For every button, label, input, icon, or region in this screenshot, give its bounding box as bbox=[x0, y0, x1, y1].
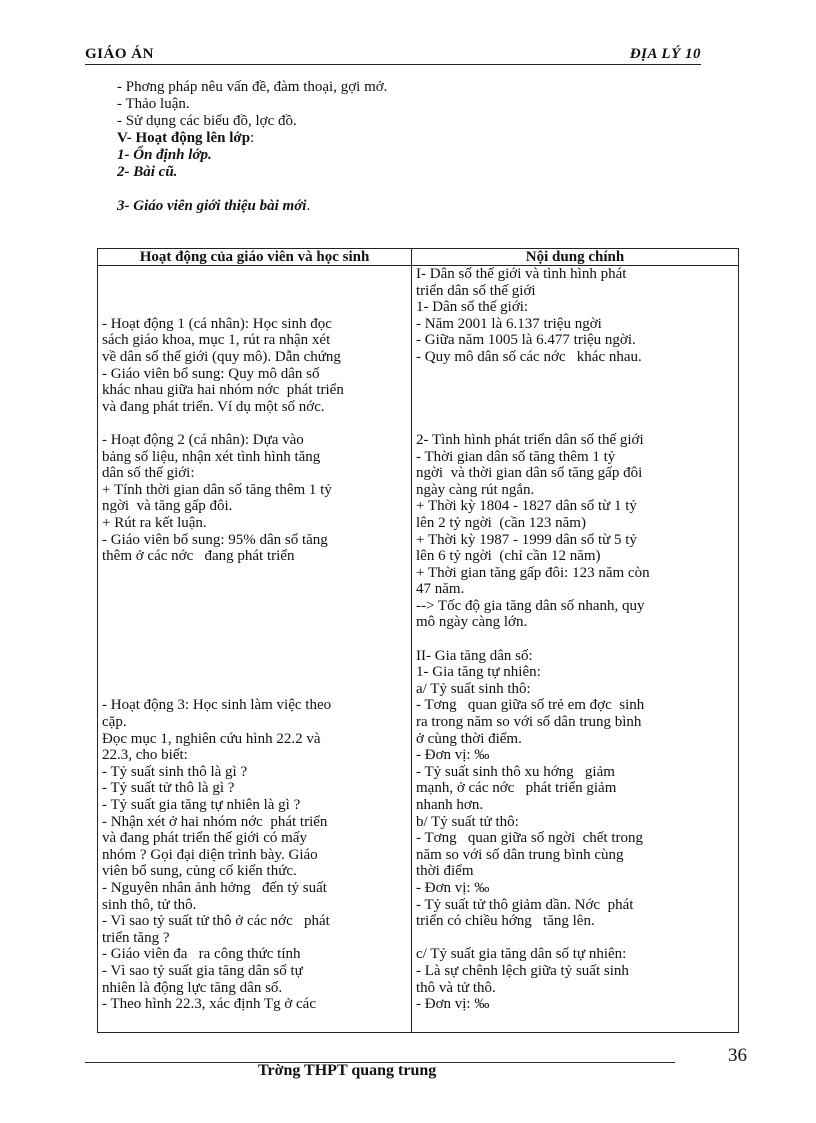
text-line: 47 năm. bbox=[416, 581, 465, 598]
text-line: và đang phát triển. Ví dụ một số nớc. bbox=[102, 398, 325, 415]
text-line: mạnh, ở các nớc phát triển giảm bbox=[416, 780, 617, 797]
main-content bbox=[412, 266, 739, 1033]
text-line: - Tơng quan giữa số trẻ em đợc sinh bbox=[416, 697, 645, 714]
text-line: triển tăng ? bbox=[102, 929, 170, 946]
text-line bbox=[102, 565, 407, 582]
text-line bbox=[102, 283, 407, 300]
text-line bbox=[102, 415, 407, 432]
left-column-header: Hoạt động của giáo viên và học sinh bbox=[98, 249, 412, 266]
text-line: c/ Tỷ suất gia tăng dân số tự nhiên: bbox=[416, 946, 627, 963]
lesson-table bbox=[97, 248, 739, 1033]
text-line: - Giáo viên bổ sung: Quy mô dân số bbox=[102, 365, 320, 382]
text-line: Đọc mục 1, nghiên cứu hình 22.2 và bbox=[102, 730, 321, 747]
right-column-header: Nội dung chính bbox=[412, 249, 739, 266]
text-line bbox=[102, 299, 407, 316]
text-line: năm so với số dân trung bình cùng bbox=[416, 846, 624, 863]
text-line bbox=[416, 382, 734, 399]
text-line: I- Dân số thế giới và tình hình phát bbox=[416, 266, 627, 282]
text-line: lên 2 tỷ ngời (cần 123 năm) bbox=[416, 514, 586, 531]
text-line bbox=[416, 930, 734, 947]
text-line: sách giáo khoa, mục 1, rút ra nhận xét bbox=[102, 332, 331, 349]
text-line: bảng số liệu, nhận xét tình hình tăng bbox=[102, 448, 321, 465]
text-line: - Thời gian dân số tăng thêm 1 tỷ bbox=[416, 448, 616, 465]
text-line: dân số thế giới: bbox=[102, 465, 195, 482]
header-left-title: GIÁO ÁN bbox=[85, 46, 154, 62]
lesson-intro bbox=[117, 79, 717, 215]
page-header bbox=[85, 46, 701, 65]
text-line: thô và tử thô. bbox=[416, 979, 496, 996]
text-line bbox=[102, 266, 407, 283]
method-item: - Phơng pháp nêu vấn đề, đàm thoại, gợi mở. bbox=[117, 79, 388, 95]
text-line: - Đơn vị: ‰ bbox=[416, 879, 490, 896]
text-line: 22.3, cho biết: bbox=[102, 747, 188, 764]
text-line bbox=[102, 631, 407, 648]
text-line: + Thời kỳ 1987 - 1999 dân số từ 5 tỷ bbox=[416, 531, 637, 548]
method-item: - Thảo luận. bbox=[117, 96, 190, 112]
text-line: triển dân số thế giới bbox=[416, 282, 536, 299]
text-line: ngày càng rút ngắn. bbox=[416, 481, 535, 498]
text-line: ngời và thời gian dân số tăng gấp đôi bbox=[416, 465, 643, 482]
step-3: 3- Giáo viên giới thiệu bài mới. bbox=[117, 198, 311, 214]
text-line: thời điểm bbox=[416, 863, 474, 880]
text-line bbox=[102, 598, 407, 615]
text-line: nhanh hơn. bbox=[416, 797, 484, 813]
text-line: 2- Tình hình phát triển dân số thế giới bbox=[416, 431, 644, 448]
text-line: ở cùng thời điểm. bbox=[416, 730, 522, 747]
text-line: ngời và tăng gấp đôi. bbox=[102, 498, 233, 515]
text-line: - Năm 2001 là 6.137 triệu ngời bbox=[416, 315, 602, 332]
text-line: - Đơn vị: ‰ bbox=[416, 996, 490, 1013]
text-line: + Tính thời gian dân số tăng thêm 1 tỷ bbox=[102, 481, 332, 498]
text-line: về dân số thế giới (quy mô). Dẫn chứng bbox=[102, 348, 341, 365]
text-line: b/ Tỷ suất tử thô: bbox=[416, 813, 519, 830]
text-line bbox=[102, 581, 407, 598]
text-line bbox=[102, 664, 407, 681]
text-line: - Là sự chênh lệch giữa tỷ suất sinh bbox=[416, 962, 629, 979]
footer-school-name: Trờng THPT quang trung bbox=[258, 1062, 437, 1079]
text-line: - Hoạt động 3: Học sinh làm việc theo bbox=[102, 697, 332, 714]
text-line: nhiên là động lực tăng dân số. bbox=[102, 979, 283, 996]
text-line: - Giáo viên đa ra công thức tính bbox=[102, 946, 301, 963]
step-1: 1- Ổn định lớp. bbox=[117, 147, 212, 163]
text-line bbox=[416, 366, 734, 383]
text-line: - Hoạt động 1 (cá nhân): Học sinh đọc bbox=[102, 315, 332, 332]
method-item: - Sử dụng các biểu đồ, lợc đồ. bbox=[117, 113, 297, 129]
text-line: 1- Gia tăng tự nhiên: bbox=[416, 664, 541, 681]
text-line: - Tỷ suất tử thô giảm dần. Nớc phát bbox=[416, 896, 634, 913]
text-line: mô ngày càng lớn. bbox=[416, 614, 528, 631]
text-line: - Tỷ suất tử thô là gì ? bbox=[102, 780, 235, 797]
text-line: viên bổ sung, củng cố kiến thức. bbox=[102, 863, 297, 880]
text-line: lên 6 tỷ ngời (chỉ cần 12 năm) bbox=[416, 548, 601, 565]
teacher-student-activities bbox=[98, 266, 412, 1033]
text-line: - Giáo viên bổ sung: 95% dân số tăng bbox=[102, 531, 328, 548]
section-v-heading: V- Hoạt động lên lớp: bbox=[117, 130, 255, 146]
text-line: II- Gia tăng dân số: bbox=[416, 647, 533, 664]
text-line: nhóm ? Gọi đại diện trình bày. Giáo bbox=[102, 846, 318, 863]
text-line: triển có chiều hớng tăng lên. bbox=[416, 913, 595, 930]
text-line: - Nguyên nhân ảnh hởng đến tỷ suất bbox=[102, 879, 327, 896]
text-line: - Đơn vị: ‰ bbox=[416, 747, 490, 764]
text-line: - Vì sao tỷ suất tử thô ở các nớc phát bbox=[102, 913, 330, 930]
text-line: + Thời kỳ 1804 - 1827 dân số từ 1 tỷ bbox=[416, 498, 637, 515]
text-line bbox=[416, 415, 734, 432]
text-line: + Rút ra kết luận. bbox=[102, 514, 207, 531]
text-line: thêm ở các nớc đang phát triển bbox=[102, 548, 295, 565]
text-line: 1- Dân số thế giới: bbox=[416, 299, 529, 316]
text-line: cặp. bbox=[102, 714, 127, 731]
text-line: + Thời gian tăng gấp đôi: 123 năm còn bbox=[416, 564, 650, 581]
text-line bbox=[102, 681, 407, 698]
text-line: - Tỷ suất sinh thô xu hớng giảm bbox=[416, 763, 615, 780]
text-line: và đang phát triển thế giới có mấy bbox=[102, 830, 307, 847]
text-line: - Theo hình 22.3, xác định Tg ở các bbox=[102, 996, 316, 1013]
text-line bbox=[416, 631, 734, 648]
text-line: --> Tốc độ gia tăng dân số nhanh, quy bbox=[416, 597, 645, 614]
text-line: - Tỷ suất sinh thô là gì ? bbox=[102, 763, 248, 780]
text-line bbox=[102, 648, 407, 665]
text-line: ra trong năm so với số dân trung bình bbox=[416, 714, 642, 731]
text-line: - Vì sao tỷ suất gia tăng dân số tự bbox=[102, 962, 303, 979]
text-line: - Hoạt động 2 (cá nhân): Dựa vào bbox=[102, 431, 304, 448]
text-line bbox=[416, 399, 734, 416]
header-right-title: ĐỊA LÝ 10 bbox=[629, 46, 701, 62]
text-line: - Giữa năm 1005 là 6.477 triệu ngời. bbox=[416, 332, 636, 349]
text-line: a/ Tỷ suất sinh thô: bbox=[416, 680, 531, 697]
text-line: - Tỷ suất gia tăng tự nhiên là gì ? bbox=[102, 797, 301, 813]
text-line: - Tơng quan giữa số ngời chết trong bbox=[416, 830, 644, 847]
text-line: - Quy mô dân số các nớc khác nhau. bbox=[416, 348, 642, 365]
step-2: 2- Bài cũ. bbox=[117, 164, 178, 180]
text-line: khác nhau giữa hai nhóm nớc phát triển bbox=[102, 382, 344, 399]
text-line bbox=[102, 614, 407, 631]
text-line: - Nhận xét ở hai nhóm nớc phát triển bbox=[102, 813, 328, 830]
text-line: sinh thô, tử thô. bbox=[102, 896, 197, 913]
page-number: 36 bbox=[728, 1045, 747, 1066]
